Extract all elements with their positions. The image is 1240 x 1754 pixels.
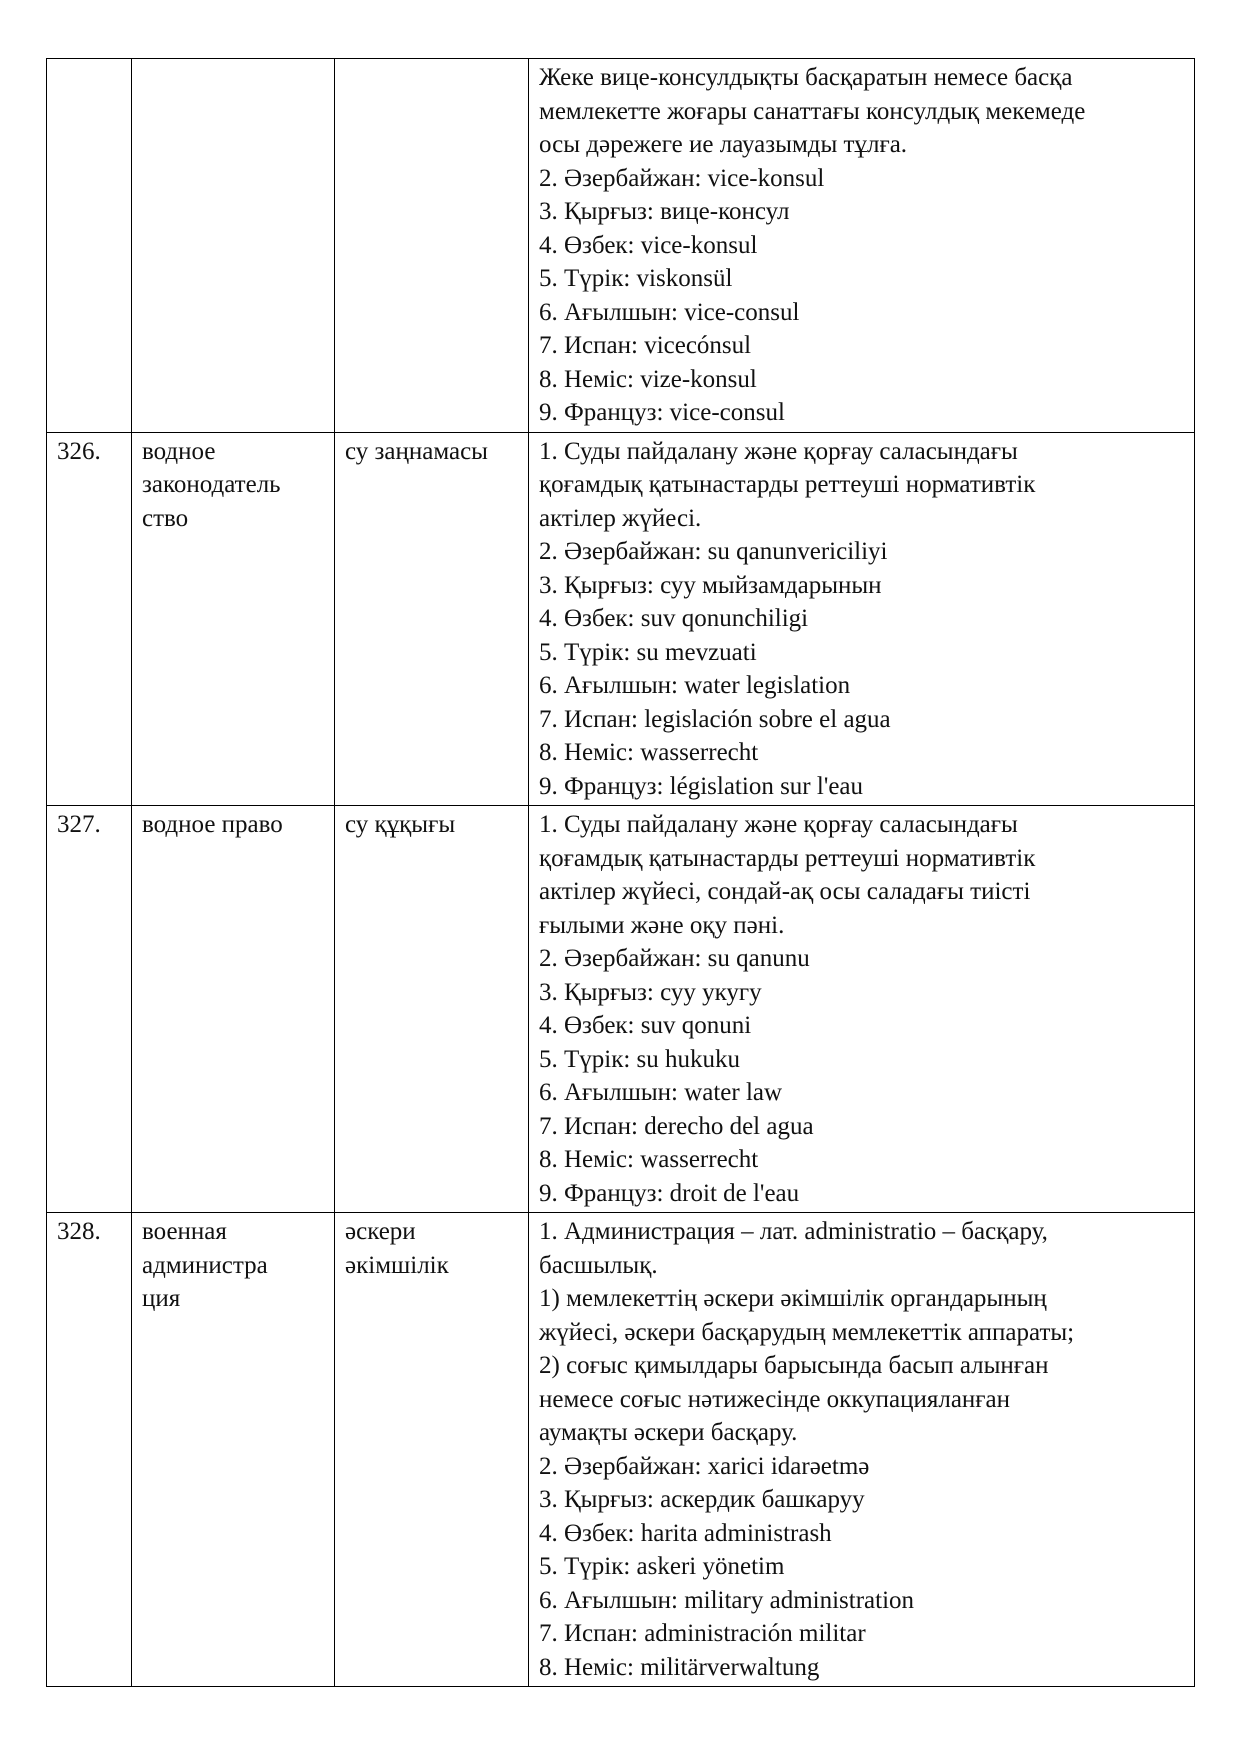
translation-line: 4. Өзбек: vice-konsul — [539, 231, 758, 259]
definition-line: аумақты әскери басқару. — [539, 1419, 798, 1446]
translation-line: 7. Испан: derecho del agua — [539, 1112, 814, 1140]
russian-term-cell — [132, 432, 335, 806]
translation-line: 4. Өзбек: harita administrash — [539, 1519, 832, 1547]
russian-term-line: администра — [142, 1251, 268, 1279]
translation-line: 2. Әзербайжан: su qanunu — [539, 945, 810, 972]
translation-line: 9. Француз: vice-consul — [539, 399, 785, 426]
table-row — [47, 59, 1195, 433]
definition-cell — [529, 1213, 1195, 1687]
russian-term-line: ция — [142, 1285, 181, 1312]
russian-term-cell — [132, 59, 335, 433]
translation-line: 7. Испан: administración militar — [539, 1620, 866, 1647]
entry-number-cell — [47, 1213, 132, 1687]
kazakh-term-line: су құқығы — [345, 811, 456, 838]
definition-line: немесе соғыс нәтижесінде оккупацияланған — [539, 1385, 1011, 1413]
russian-term-line: ство — [142, 504, 189, 532]
definition-line: актілер жүйесі. — [539, 504, 702, 532]
translation-line: 3. Қырғыз: вице-консул — [539, 198, 790, 225]
entry-number: 328. — [57, 1218, 101, 1245]
kazakh-term-cell — [335, 432, 529, 806]
translation-line: 2. Әзербайжан: vice-konsul — [539, 164, 825, 192]
kazakh-term-line: су заңнамасы — [345, 437, 488, 465]
translation-line: 6. Ағылшын: vice-consul — [539, 298, 800, 326]
entry-number-cell — [47, 59, 132, 433]
translation-line: 2. Әзербайжан: su qanunvericiliyi — [539, 538, 888, 565]
translation-line: 3. Қырғыз: суу мыйзамдарынын — [539, 571, 882, 599]
definition-cell — [529, 432, 1195, 806]
russian-term-cell — [132, 1213, 335, 1687]
kazakh-term-line: әскери — [345, 1218, 416, 1245]
definition-line: мемлекетте жоғары санаттағы консулдық мекемеде — [539, 97, 1086, 125]
translation-line: 7. Испан: vicecónsul — [539, 332, 752, 359]
russian-term-line: водное право — [142, 811, 283, 838]
definition-line: 1. Администрация – лат. administratio – басқару, — [539, 1218, 1048, 1245]
translation-line: 3. Қырғыз: суу укугу — [539, 978, 762, 1006]
table-row — [47, 806, 1195, 1213]
definition-line: актілер жүйесі, сондай-ақ осы саладағы тиісті — [539, 878, 1031, 905]
entry-number: 327. — [57, 811, 101, 838]
entry-number-cell — [47, 806, 132, 1213]
definition-line: 2) соғыс қимылдары барысында басып алынған — [539, 1352, 1049, 1379]
entry-number: 326. — [57, 437, 101, 465]
definition-line: 1. Суды пайдалану және қорғау саласындағы — [539, 811, 1018, 838]
definition-line: 1) мемлекеттің әскери әкімшілік органдарының — [539, 1285, 1047, 1312]
definition-line: 1. Суды пайдалану және қорғау саласындағы — [539, 437, 1018, 465]
kazakh-term-line: әкімшілік — [345, 1251, 449, 1279]
translation-line: 9. Француз: législation sur l'eau — [539, 772, 864, 800]
definition-line: жүйесі, әскери басқарудың мемлекеттік аппараты; — [539, 1318, 1075, 1346]
russian-term-cell — [132, 806, 335, 1213]
dictionary-table — [46, 58, 1195, 1687]
translation-line: 4. Өзбек: suv qonunchiligi — [539, 605, 809, 632]
table-row — [47, 432, 1195, 806]
definition-line: осы дәрежеге ие лауазымды тұлға. — [539, 131, 908, 158]
russian-term-line: водное — [142, 437, 216, 465]
translation-line: 8. Неміс: wasserrecht — [539, 739, 759, 766]
translation-line: 6. Ағылшын: military administration — [539, 1586, 915, 1614]
definition-line: басшылық. — [539, 1251, 658, 1279]
definition-cell — [529, 806, 1195, 1213]
table-row — [47, 1213, 1195, 1687]
kazakh-term-cell — [335, 806, 529, 1213]
translation-line: 4. Өзбек: suv qonuni — [539, 1012, 752, 1039]
dictionary-table-body — [47, 59, 1195, 1687]
kazakh-term-cell — [335, 1213, 529, 1687]
definition-cell — [529, 59, 1195, 433]
kazakh-term-cell — [335, 59, 529, 433]
translation-line: 5. Түрік: viskonsül — [539, 265, 733, 292]
definition-line: қоғамдық қатынастарды реттеуші нормативтік — [539, 844, 1036, 872]
document-page — [46, 58, 1194, 1687]
entry-number-cell — [47, 432, 132, 806]
translation-line: 9. Француз: droit de l'eau — [539, 1179, 800, 1207]
translation-line: 8. Неміс: vize-konsul — [539, 365, 757, 393]
definition-line: Жеке вице-консулдықты басқаратын немесе басқа — [539, 64, 1073, 91]
translation-line: 2. Әзербайжан: xarici idarəetmə — [539, 1452, 870, 1480]
translation-line: 5. Түрік: askeri yönetim — [539, 1553, 785, 1580]
translation-line: 3. Қырғыз: аскердик башкаруу — [539, 1486, 865, 1513]
translation-line: 6. Ағылшын: water legislation — [539, 672, 851, 699]
definition-line: қоғамдық қатынастарды реттеуші нормативтік — [539, 471, 1036, 498]
russian-term-line: военная — [142, 1218, 227, 1245]
translation-line: 7. Испан: legislación sobre el agua — [539, 705, 891, 733]
russian-term-line: законодатель — [142, 471, 281, 498]
translation-line: 5. Түрік: su mevzuati — [539, 638, 757, 666]
translation-line: 6. Ағылшын: water law — [539, 1079, 783, 1106]
translation-line: 8. Неміс: militärverwaltung — [539, 1653, 820, 1681]
translation-line: 5. Түрік: su hukuku — [539, 1045, 741, 1073]
definition-line: ғылыми және оқу пәні. — [539, 911, 785, 939]
translation-line: 8. Неміс: wasserrecht — [539, 1146, 759, 1173]
